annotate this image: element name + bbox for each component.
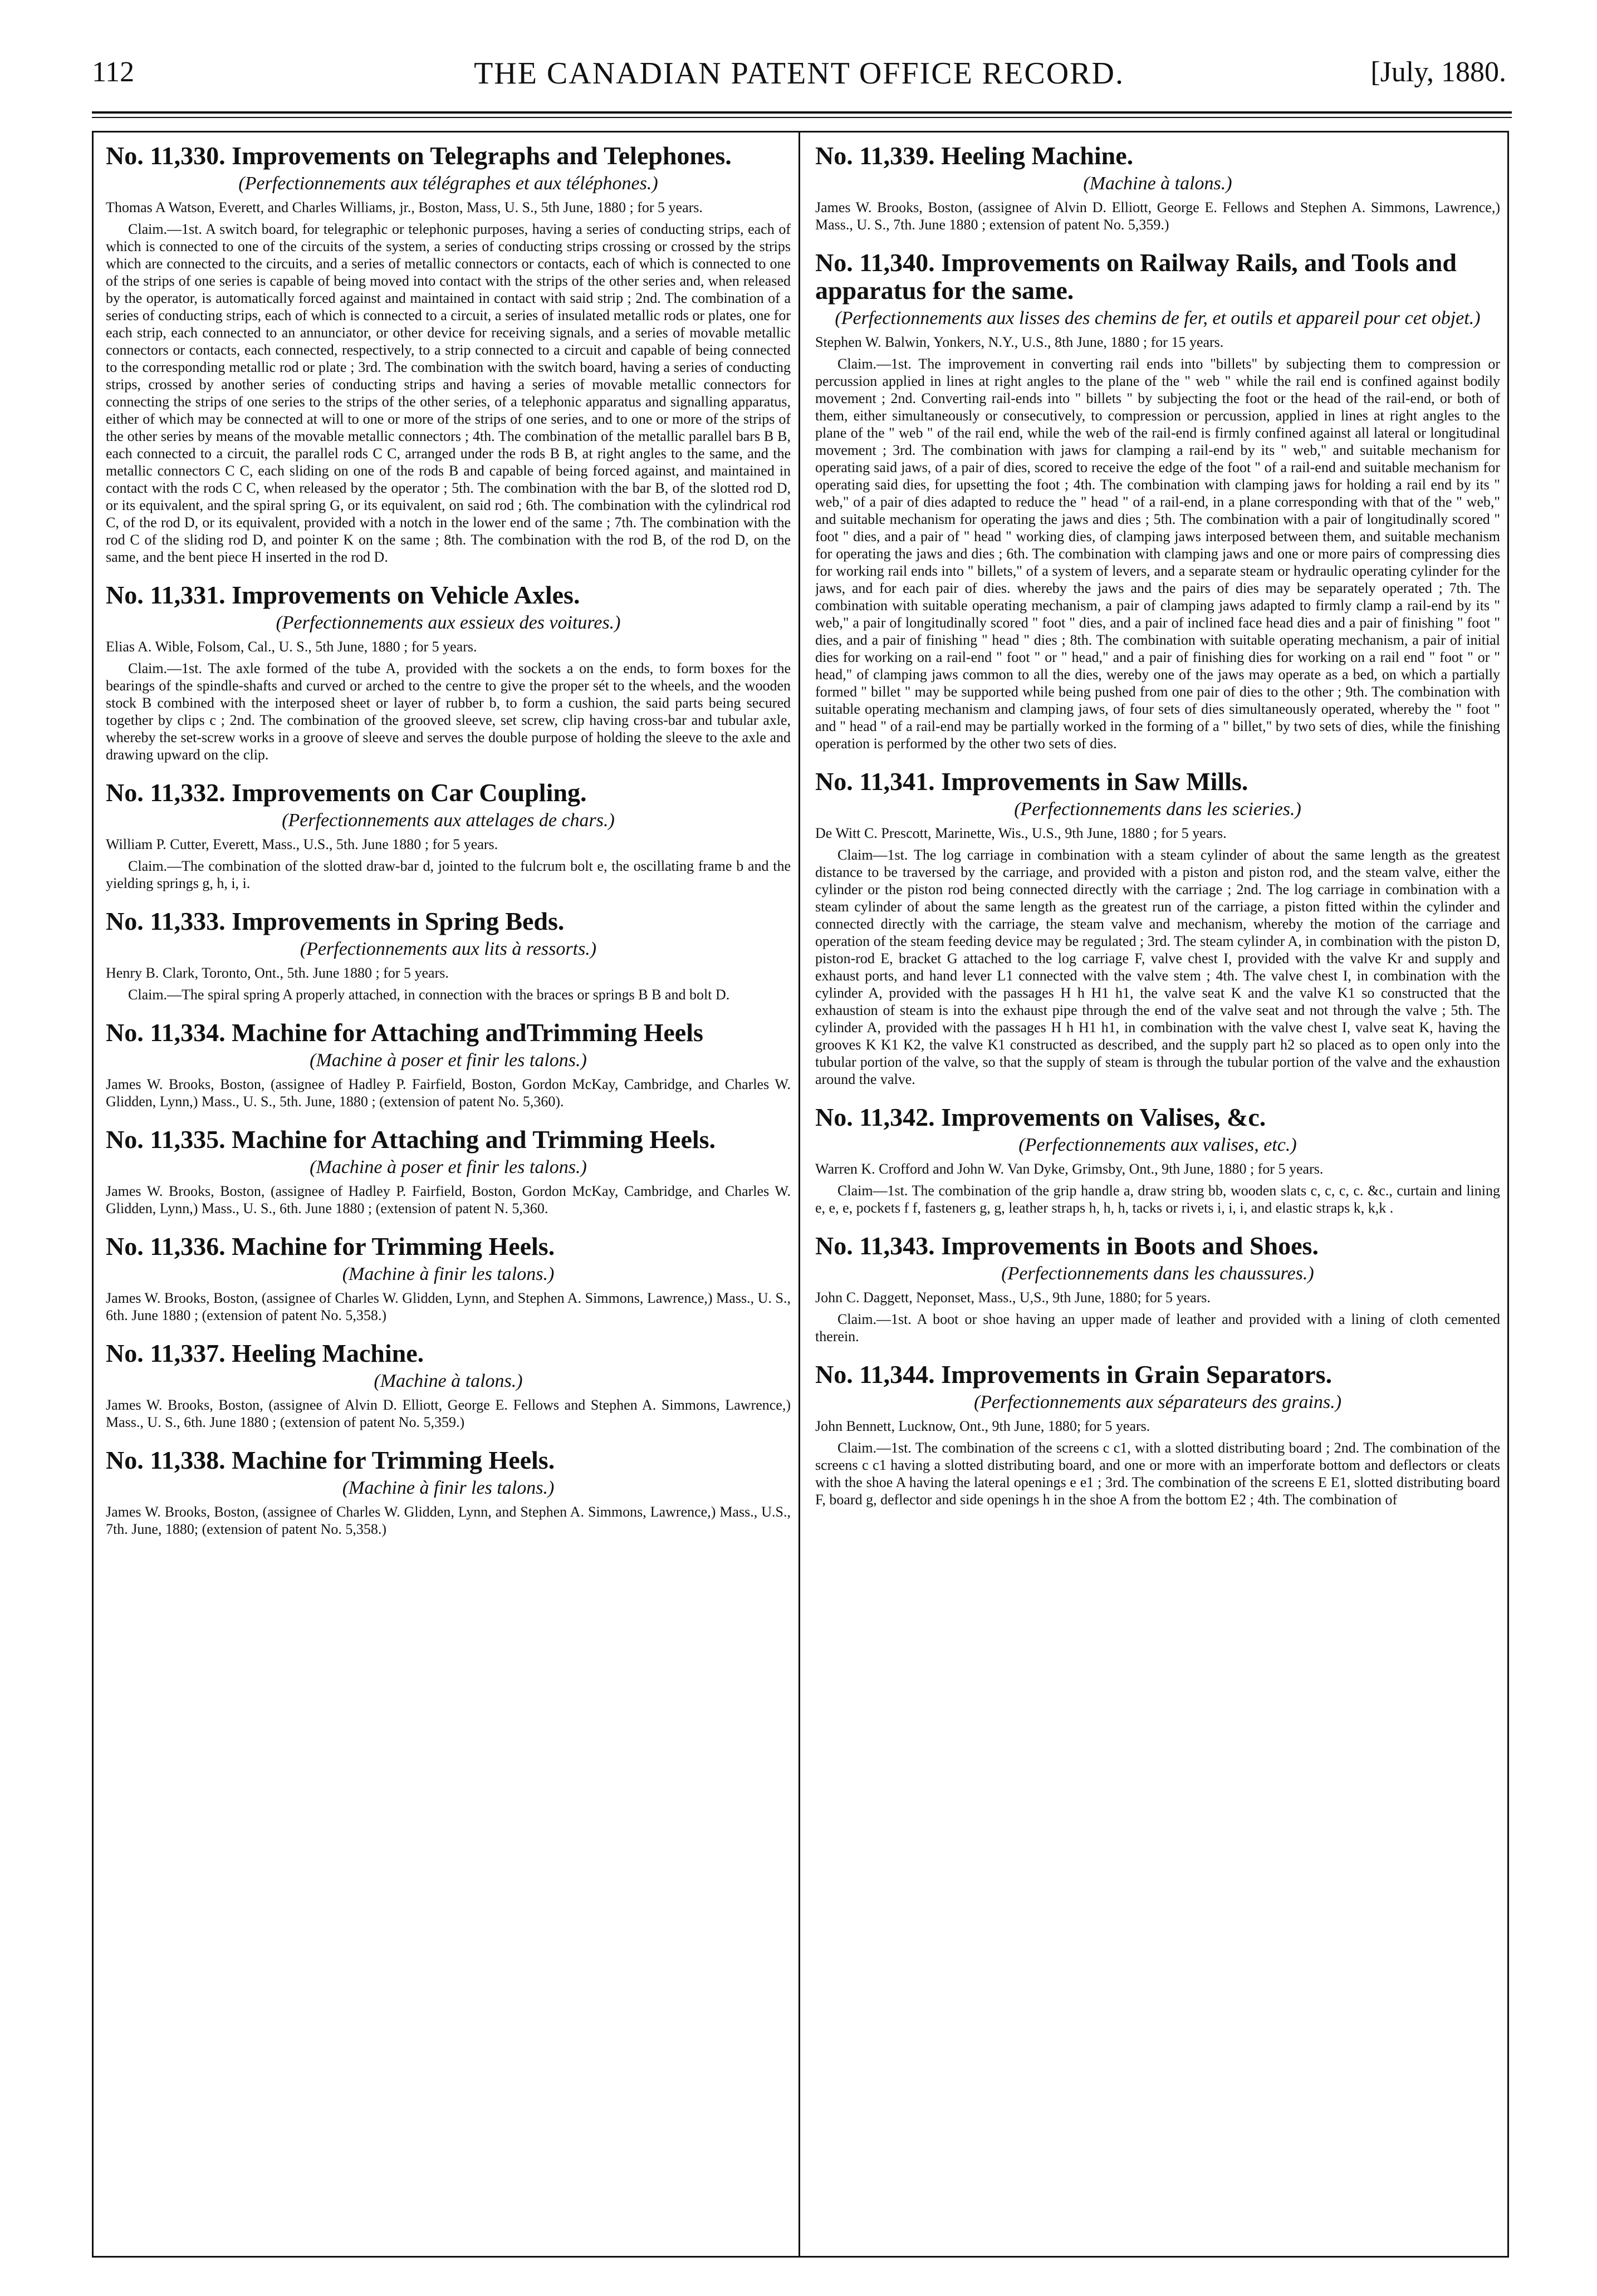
patent-heading: No. 11,338. Machine for Trimming Heels. [106,1446,555,1474]
patent-translation: (Machine à poser et finir les talons.) [310,1050,587,1071]
patent-claim: Claim.—The spiral spring A properly attached, in connection with the braces or springs B B and bolt D. [128,987,730,1003]
patent-assignee: James W. Brooks, Boston, (assignee of Alvin D. Elliott, George E. Fellows and Stephen A. Simmons, Lawrence,) Mass., U. S., 7th. June 1880 ; extension of patent No. 5,359.) [815,199,1500,233]
header-rule-thin [92,117,1512,118]
column-divider [798,131,800,2258]
patent-heading: No. 11,344. Improvements in Grain Separators. [815,1360,1333,1389]
patent-entry [106,581,791,763]
header-rule [92,111,1512,114]
patent-translation: (Machine à talons.) [374,1371,523,1391]
page-number: 112 [92,56,135,88]
patent-assignee: De Witt C. Prescott, Marinette, Wis., U.S., 9th June, 1880 ; for 5 years. [815,825,1227,841]
patent-entry [106,1233,791,1324]
patent-assignee: Henry B. Clark, Toronto, Ont., 5th. June 1880 ; for 5 years. [106,965,449,981]
patent-translation: (Perfectionnements aux lisses des chemins de fer, et outils et appareil pour cet objet.) [835,308,1481,328]
patent-assignee: Warren K. Crofford and John W. Van Dyke, Grimsby, Ont., 9th June, 1880 ; for 5 years. [815,1161,1324,1177]
patent-assignee: James W. Brooks, Boston, (assignee of Hadley P. Fairfield, Boston, Gordon McKay, Cambridge, and Charles W. Glidden, Lynn,) Mass., U. S., 5th. June, 1880 ; (extension of patent No. 5,360). [106,1076,791,1110]
patent-heading: No. 11,334. Machine for Attaching andTrimming Heels [106,1018,703,1047]
patent-claim: Claim.—1st. The improvement in converting rail ends into "billets" by subjecting them to compression or percussion applied in lines at right angles to the plane of the " web " while the rail end is confined against bodily movement ; 2nd. Converting rail-ends into " billets " by subjecting the foot or the head of the rail-end, or both of them, either simultaneously or consecutively, to compression or percussion, applied in lines at right angles to the plane of the " web " of the rail end, while the web of the rail-end is firmly confined against all lateral or longitudinal movement ; 3rd. The combination with jaws for clamping a rail-end by its " web," and suitable mechanism for operating said jaws, of a pair of dies, scored to receive the edge of the foot " of a rail-end and suitable mechanism for operating said dies, for upsetting the foot ; 4th. The combination with clamping jaws for holding a rail end by its " web," of a pair of dies adapted to reduce the " head " of a rail-end, in a plane corresponding with that of the " web," and suitable mechanism for operating the jaws and dies ; 5th. The combination with a pair of longitudinally scored " foot " dies, and a pair of " head " working dies, of clamping jaws interposed between them, and suitable mechanism for operating the jaws and dies ; 6th. The combination with clamping jaws and one or more pairs of compressing dies for working rail ends into " billets," of a system of levers, and a separate steam or hydraulic operating cylinder for the jaws, and for each pair of dies. whereby the jaws and the pairs of dies may be separately operated ; 7th. The combination with suitable operating mechanism, a pair of clamping jaws adapted to firmly clamp a rail-end by its " web," a pair of longitudinally scored " foot " dies, and a pair of inclined face head dies and a pair of finishing " foot " dies, and a pair of finishing " head " dies ; 8th. The combination with suitable operating mechanism, a pair of initial dies for working on a rail-end " foot " or " head," and a pair of finishing dies for working on a rail end " foot " or " head," of clamping jaws common to all the dies, wereby one of the jaws may operate as a bed, on which a partially formed " billet " may be supported while being pushed from one pair of dies to the other ; 9th. The combination with suitable operating mechanism and clamping jaws, of four sets of dies simultaneously operated, whereby the " foot " and " head " of a rail-end may be partially worked in the forming of a " billet," by two sets of dies, while the finishing operation is performed by the other two sets of dies. [815,356,1500,752]
patent-claim: Claim.—The combination of the slotted draw-bar d, jointed to the fulcrum bolt e, the oscillating frame b and the yielding springs g, h, i, i. [106,858,791,891]
patent-heading: No. 11,335. Machine for Attaching and Trimming Heels. [106,1125,716,1154]
left-column [106,142,791,2241]
issue-date: [July, 1880. [1370,56,1506,88]
patent-translation: (Perfectionnements aux attelages de chars.) [282,810,615,831]
patent-assignee: Stephen W. Balwin, Yonkers, N.Y., U.S., 8th June, 1880 ; for 15 years. [815,334,1224,350]
patent-entry [106,1019,791,1110]
patent-entry [815,1232,1500,1345]
patent-translation: (Perfectionnements aux séparateurs des grains.) [973,1392,1342,1412]
patent-claim: Claim.—1st. A switch board, for telegraphic or telephonic purposes, having a series of conducting strips, each of which is connected to one of the circuits of the system, a series of conducting strips crossing or crossed by the strips which are connected to the circuits, and a series of metallic connectors or contacts, each of which is connected to one of the strips of one series is capable of being moved into contact with the strips of the other series and, when released by the operator, is automatically forced against and maintained in contact with said strip ; 2nd. The combination of a series of conducting strips, each of which is connected to a circuit, a series of insulated metallic rods or plates, one for each strip, each connected to an annunciator, or other device for receiving signals, and a series of movable metallic connectors or contacts, each connected, respectively, to a strip connected to a circuit and capable of being connected to the corresponding metallic rod or plate ; 3rd. The combination with the switch board, having a series of conducting strips, crossed by another series of conducting strips and having a series of movable metallic connectors for connecting the strips of one series to the strips of the other series, of a telephonic apparatus and signalling apparatus, either of which may be connected at will to one or more of the strips of one series, and to one or more of the strips of the other series by means of the movable metallic connectors ; 4th. The combination of the metallic parallel bars B B, each connected to a circuit, the parallel rods C C, arranged under the rods B B, at right angles to the same, and the metallic connectors C C, each sliding on one of the rods B and capable of being forced against, and maintained in contact with the rods C C, when released by the operator ; 5th. The combination with the bar B, of the slotted rod D, or its equivalent, and the spiral spring G, or its equivalent, on said rod ; 6th. The combination with the cylindrical rod C, of the rod D, or its equivalent, provided with a notch in the lower end of the same ; 7th. The combination with the rod C of the sliding rod D, and pointer K on the same ; 8th. The combination with the rod B, of the rod D, on the same, and the bent piece H inserted in the rod D. [106,221,791,565]
patent-entry [815,1361,1500,1508]
patent-heading: No. 11,337. Heeling Machine. [106,1339,424,1367]
patent-entry [106,142,791,566]
patent-claim: Claim.—1st. The combination of the screens c c1, with a slotted distributing board ; 2nd. The combination of the screens c c1 having a slotted distributing board, and one or more with an imperforate bottom and deflectors or cleats with the shoe A having the lateral openings e e1 ; 3rd. The combination of the screens E E1, slotted distributing board F, board g, deflector and side openings h in the shoe A from the bottom E2 ; 4th. The combination of [815,1440,1500,1508]
patent-entry [106,1126,791,1217]
patent-translation: (Perfectionnements dans les scieries.) [1014,799,1301,820]
patent-entry [815,249,1500,752]
publication-title: THE CANADIAN PATENT OFFICE RECORD. [474,56,1124,91]
patent-translation: (Perfectionnements aux télégraphes et aux téléphones.) [238,173,658,194]
patent-assignee: William P. Cutter, Everett, Mass., U.S., 5th. June 1880 ; for 5 years. [106,836,498,852]
patent-assignee: Thomas A Watson, Everett, and Charles Williams, jr., Boston, Mass, U. S., 5th June, 1880 ; for 5 years. [106,199,703,215]
patent-assignee: James W. Brooks, Boston, (assignee of Charles W. Glidden, Lynn, and Stephen A. Simmons, Lawrence,) Mass., U. S., 6th. June 1880 ; (extension of patent No. 5,358.) [106,1290,791,1323]
patent-heading: No. 11,336. Machine for Trimming Heels. [106,1232,555,1260]
patent-translation: (Perfectionnements aux essieux des voitures.) [276,612,621,633]
patent-entry [815,142,1500,233]
patent-translation: (Machine à finir les talons.) [342,1478,555,1498]
patent-entry [106,907,791,1003]
patent-claim: Claim—1st. The combination of the grip handle a, draw string bb, wooden slats c, c, c, c. &c., curtain and lining e, e, e, pockets f f, fasteners g, g, leather straps h, h, h, tacks or rivets i, i, i, and elastic straps k, k,k . [815,1183,1500,1216]
patent-entry [815,768,1500,1088]
page-header [92,56,1506,95]
right-column [815,142,1500,2241]
patent-heading: No. 11,331. Improvements on Vehicle Axles. [106,581,580,609]
patent-heading: No. 11,343. Improvements in Boots and Shoes. [815,1232,1319,1260]
patent-assignee: James W. Brooks, Boston, (assignee of Alvin D. Elliott, George E. Fellows and Stephen A. Simmons, Lawrence,) Mass., U. S., 6th. June 1880 ; (extension of patent No. 5,359.) [106,1397,791,1430]
patent-translation: (Perfectionnements dans les chaussures.) [1001,1263,1314,1284]
patent-assignee: John C. Daggett, Neponset, Mass., U,S., 9th June, 1880; for 5 years. [815,1289,1211,1306]
patent-translation: (Machine à poser et finir les talons.) [310,1157,587,1178]
patent-heading: No. 11,333. Improvements in Spring Beds. [106,907,565,935]
patent-assignee: James W. Brooks, Boston, (assignee of Hadley P. Fairfield, Boston, Gordon McKay, Cambridge, and Charles W. Glidden, Lynn,) Mass., U. S., 6th. June 1880 ; (extension of patent N. 5,360. [106,1183,791,1216]
patent-heading: No. 11,341. Improvements in Saw Mills. [815,767,1248,796]
patent-translation: (Machine à finir les talons.) [342,1264,555,1284]
patent-assignee: John Bennett, Lucknow, Ont., 9th June, 1880; for 5 years. [815,1418,1150,1434]
patent-assignee: James W. Brooks, Boston, (assignee of Charles W. Glidden, Lynn, and Stephen A. Simmons, Lawrence,) Mass., U.S., 7th. June, 1880; (extension of patent No. 5,358.) [106,1504,791,1537]
patent-heading: No. 11,339. Heeling Machine. [815,142,1134,170]
patent-assignee: Elias A. Wible, Folsom, Cal., U. S., 5th June, 1880 ; for 5 years. [106,639,477,655]
patent-translation: (Perfectionnements aux valises, etc.) [1018,1135,1297,1155]
patent-entry [106,1340,791,1431]
patent-entry [815,1103,1500,1216]
patent-claim: Claim—1st. The log carriage in combination with a steam cylinder of about the same length as the greatest distance to be traversed by the carriage, and provided with a piston and piston rod, and the steam valve, either the cylinder or the piston rod being connected directly with the carriage ; 2nd. The log carriage in combination with a steam cylinder of about the same length as the greatest run of the carriage, a piston fitted within the cylinder and connected directly with the carriage, the steam valve and mechanism, whereby the motion of the carriage and operation of the steam feeding device may be regulated ; 3rd. The steam cylinder A, in combination with the piston D, piston-rod E, bracket G attached to the log carriage F, valve chest I, provided with the valve Kr and supply and exhaust ports, and hand lever L1 connected with the valve stem ; 4th. The valve chest I, in combination with the cylinder A, provided with the passages H h H1 h1, the valve seat K and the valve K1 so constructed that the exhaustion of steam is into the exhaust pipe through the end of the valve seat and not through the valve ; 5th. The cylinder A, provided with the passages H h H1 h1, in combination with the valve chest I, valve seat K, having the grooves K K1 K2, the valve K1 constructed as described, and the supply part h2 so placed as to open only into the tubular portion of the valve, so that the supply of steam is through the tubular portion of the valve and the exhaustion around the valve. [815,847,1500,1087]
patent-entry [106,779,791,892]
patent-translation: (Perfectionnements aux lits à ressorts.) [300,939,597,959]
patent-claim: Claim.—1st. A boot or shoe having an upper made of leather and provided with a lining of cloth cemented therein. [815,1311,1500,1345]
patent-claim: Claim.—1st. The axle formed of the tube A, provided with the sockets a on the ends, to form boxes for the bearings of the spindle-shafts and curved or arched to the centre to give the proper sét to the wheels, and the wooden stock B combined with the interposed sheet or layer of rubber b, to form a cushion, the said parts being secured together by clips c ; 2nd. The combination of the grooved sleeve, set screw, clip having cross-bar and tubular axle, whereby the set-screw works in a groove of sleeve and serves the double purpose of holding the sleeve to the axle and drawing upward on the clip. [106,660,791,763]
patent-heading: No. 11,330. Improvements on Telegraphs and Telephones. [106,142,732,170]
patent-entry [106,1446,791,1538]
patent-translation: (Machine à talons.) [1083,173,1232,194]
patent-heading: No. 11,342. Improvements on Valises, &c. [815,1103,1266,1131]
patent-heading: No. 11,332. Improvements on Car Coupling. [106,778,587,807]
patent-heading: No. 11,340. Improvements on Railway Rails, and Tools and apparatus for the same. [815,248,1457,305]
